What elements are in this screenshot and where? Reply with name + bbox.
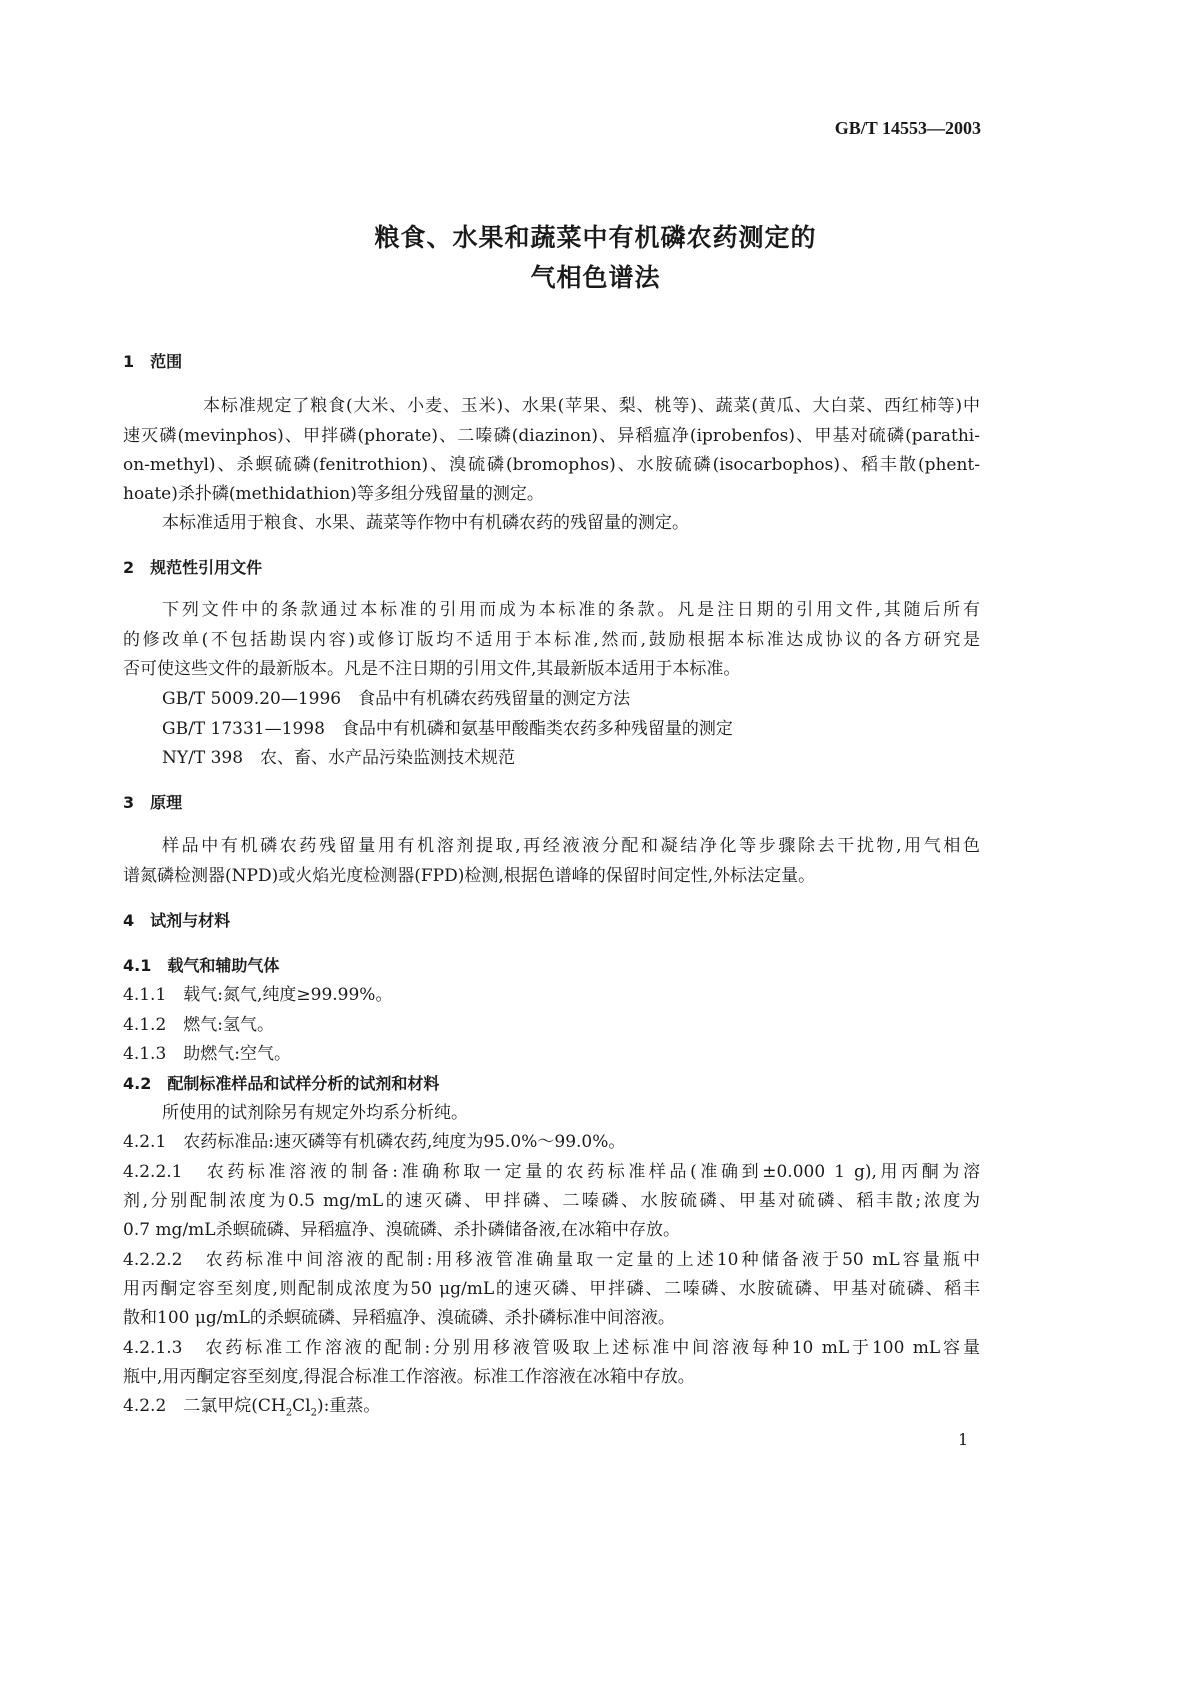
- paragraph-line: 本标准适用于粮食、水果、蔬菜等作物中有机磷农药的残留量的测定。: [162, 513, 689, 533]
- clause-line: 4.2.2.1 农药标准溶液的制备:准确称取一定量的农药标准样品(准确到±0.000 1 g),用丙酮为溶: [123, 1162, 980, 1182]
- clause-line: 4.2.1.3 农药标准工作溶液的配制:分别用移液管吸取上述标准中间溶液每种10 mL于100 mL容量: [123, 1338, 980, 1358]
- page-number: 1: [958, 1430, 969, 1449]
- section-3-heading: 3 原理: [123, 793, 183, 812]
- section-2-heading: 2 规范性引用文件: [123, 558, 263, 577]
- paragraph-line: 否可使这些文件的最新版本。凡是不注日期的引用文件,其最新版本适用于本标准。: [123, 659, 741, 679]
- clause: 4.1.1 载气:氮气,纯度≥99.99%。: [123, 985, 393, 1005]
- clause-line: 用丙酮定容至刻度,则配制成浓度为50 μg/mL的速灭磷、甲拌磷、二嗪磷、水胺硫磷、甲基对硫磷、稻丰: [123, 1279, 980, 1299]
- paragraph-line: hoate)杀扑磷(methidathion)等多组分残留量的测定。: [123, 484, 544, 504]
- paragraph-line: 本标准规定了粮食(大米、小麦、玉米)、水果(苹果、梨、桃等)、蔬菜(黄瓜、大白菜、西红柿等)中: [203, 396, 980, 416]
- doc-title-line-2: 气相色谱法: [530, 263, 661, 292]
- paragraph-line: on-methyl)、杀螟硫磷(fenitrothion)、溴硫磷(bromophos)、水胺硫磷(isocarbophos)、稻丰散(phent-: [123, 455, 980, 475]
- doc-title-line-1: 粮食、水果和蔬菜中有机磷农药测定的: [374, 223, 817, 252]
- clause-line: 剂,分别配制浓度为0.5 mg/mL的速灭磷、甲拌磷、二嗪磷、水胺硫磷、甲基对硫磷、稻丰散;浓度为: [123, 1191, 980, 1211]
- reference-item: NY/T 398 农、畜、水产品污染监测技术规范: [162, 748, 516, 768]
- section-4-heading: 4 试剂与材料: [123, 911, 231, 930]
- clause: 4.1.2 燃气:氢气。: [123, 1015, 274, 1035]
- clause-line: 散和100 μg/mL的杀螟硫磷、异稻瘟净、溴硫磷、杀扑磷标准中间溶液。: [123, 1308, 675, 1328]
- clause-line: 瓶中,用丙酮定容至刻度,得混合标准工作溶液。标准工作溶液在冰箱中存放。: [123, 1367, 695, 1387]
- subsection-heading: 4.1 载气和辅助气体: [123, 956, 280, 975]
- paragraph-line: 速灭磷(mevinphos)、甲拌磷(phorate)、二嗪磷(diazinon)、异稻瘟净(iprobenfos)、甲基对硫磷(parathi-: [123, 426, 980, 446]
- clause: 所使用的试剂除另有规定外均系分析纯。: [162, 1103, 468, 1123]
- paragraph-line: 谱氮磷检测器(NPD)或火焰光度检测器(FPD)检测,根据色谱峰的保留时间定性,外标法定量。: [123, 866, 816, 886]
- reference-item: GB/T 5009.20—1996 食品中有机磷农药残留量的测定方法: [162, 689, 631, 709]
- paragraph-line: 下列文件中的条款通过本标准的引用而成为本标准的条款。凡是注日期的引用文件,其随后所有: [162, 600, 980, 620]
- clause-line: 4.2.2.2 农药标准中间溶液的配制:用移液管准确量取一定量的上述10种储备液于50 mL容量瓶中: [123, 1250, 980, 1270]
- reference-item: GB/T 17331—1998 食品中有机磷和氨基甲酸酯类农药多种残留量的测定: [162, 719, 733, 739]
- clause-line: 0.7 mg/mL杀螟硫磷、异稻瘟净、溴硫磷、杀扑磷储备液,在冰箱中存放。: [123, 1220, 680, 1240]
- paragraph-line: 的修改单(不包括勘误内容)或修订版均不适用于本标准,然而,鼓励根据本标准达成协议的各方研究是: [123, 630, 980, 650]
- standard-number: GB/T 14553—2003: [834, 118, 981, 138]
- subscript: 2: [285, 1407, 293, 1419]
- clause-text: 4.2.2 二氯甲烷(CH: [123, 1396, 286, 1416]
- paragraph-line: 样品中有机磷农药残留量用有机溶剂提取,再经液液分配和凝结净化等步骤除去干扰物,用气相色: [162, 836, 980, 856]
- clause-dichloromethane: [123, 1395, 980, 1424]
- clause: 4.1.3 助燃气:空气。: [123, 1044, 291, 1064]
- clause: 4.2.1 农药标准品:速灭磷等有机磷农药,纯度为95.0%～99.0%。: [123, 1132, 626, 1152]
- section-1-heading: 1 范围: [123, 352, 183, 371]
- clause-text: Cl: [292, 1396, 311, 1416]
- clause-text: ):重蒸。: [316, 1396, 381, 1416]
- subsection-heading: 4.2 配制标准样品和试样分析的试剂和材料: [123, 1074, 440, 1093]
- subscript: 2: [310, 1407, 317, 1419]
